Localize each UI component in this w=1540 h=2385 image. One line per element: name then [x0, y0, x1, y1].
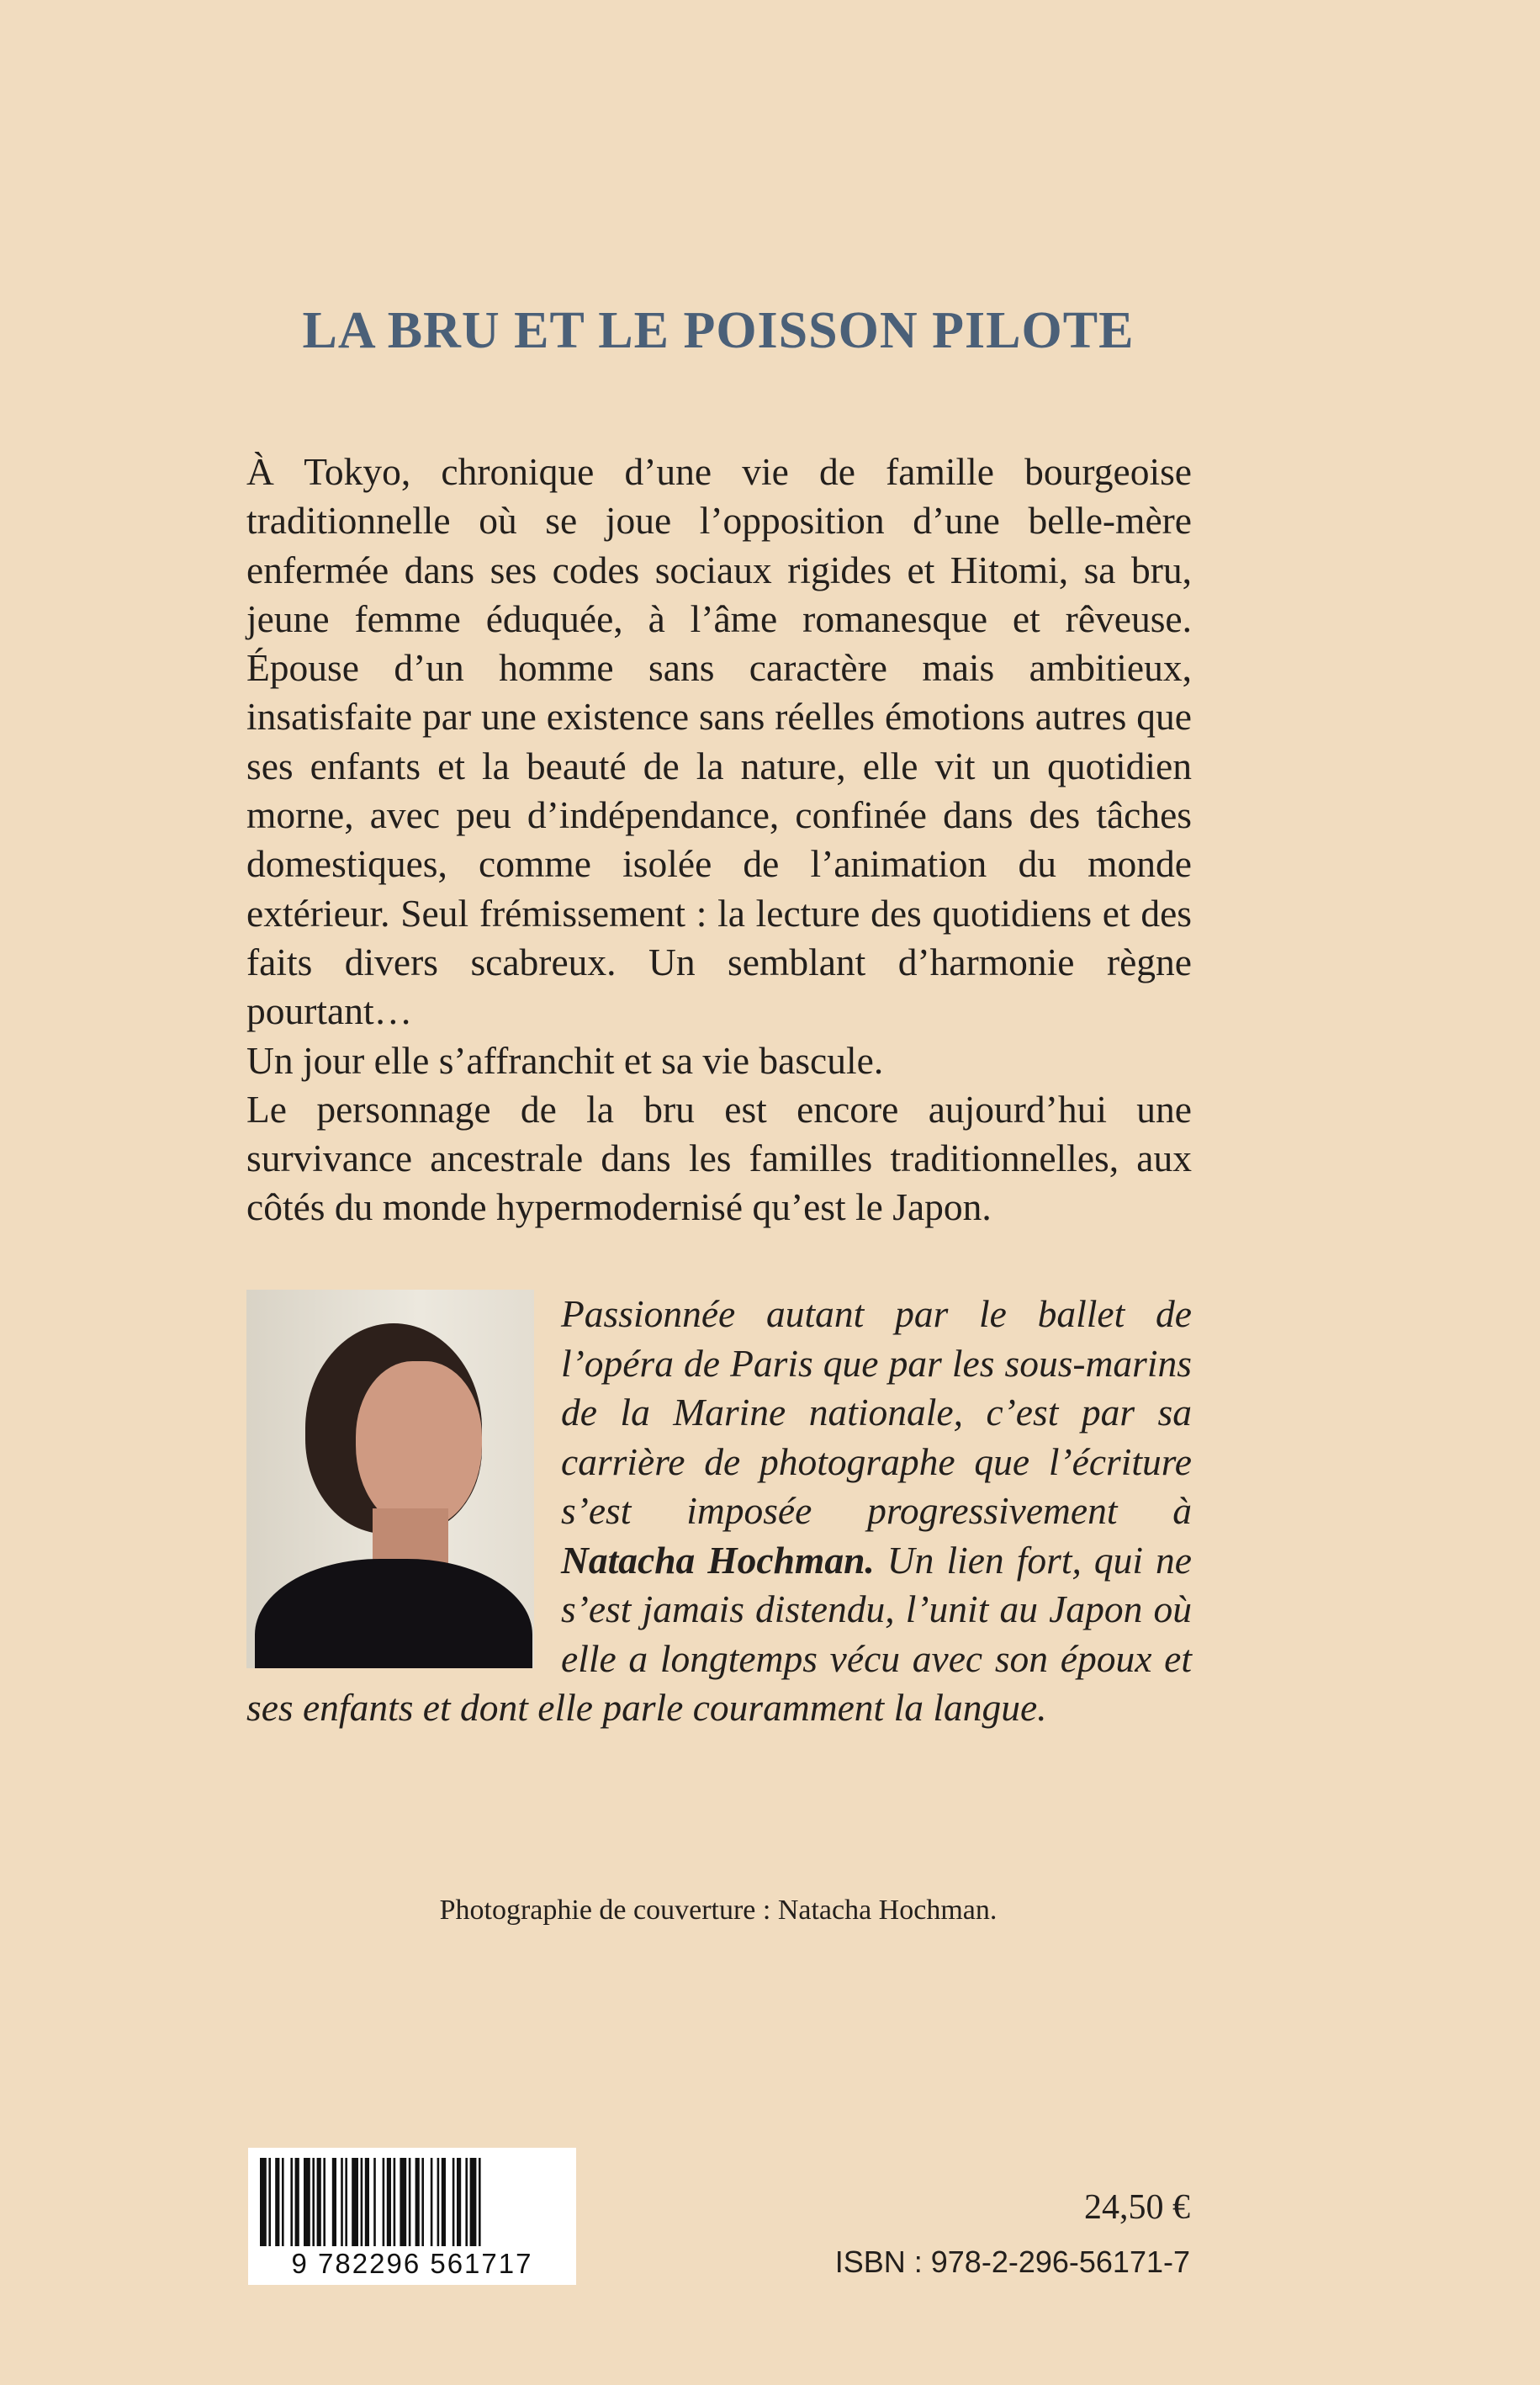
synopsis-paragraph: À Tokyo, chronique d’une vie de famille bourgeoise traditionnelle où se joue l’opposition d’une belle-mère enfermée dans ses codes sociaux rigides et Hitomi, sa bru, jeune femme éduquée, à l’âme romanesque et rêveuse. Épouse d’un homme sans caractère mais ambitieux, insatisfaite par une existence sans réelles émotions autres que ses enfants et la beauté de la nature, elle vit un quotidien morne, avec peu d’indépendance, confinée dans des tâches domestiques, comme isolée de l’animation du monde extérieur. Seul frémissement : la lecture des quotidiens et des faits divers scabreux. Un semblant d’harmonie règne pourtant… [246, 450, 1192, 1033]
barcode [248, 2148, 576, 2285]
isbn: ISBN : 978-2-296-56171-7 [834, 2245, 1190, 2279]
author-bio [246, 1290, 1192, 1733]
author-photo [246, 1290, 534, 1668]
bio-text-end: Un lien fort, qui ne s’est jamais distendu, l’unit au Japon où elle a longtemps vécu avec son époux et ses enfants et dont elle parle couramment la langue. [246, 1538, 1192, 1729]
barcode-bars [260, 2158, 564, 2246]
photo-credit: Photographie de couverture : Natacha Hochman. [439, 1895, 998, 1926]
synopsis-paragraph: Le personnage de la bru est encore aujourd’hui une survivance ancestrale dans les familles traditionnelles, aux côtés du monde hypermodernisé qu’est le Japon. [246, 1087, 1192, 1229]
barcode-digits: 9 782296 561717 [291, 2248, 533, 2279]
book-title: LA BRU ET LE POISSON PILOTE [302, 302, 1135, 359]
bio-text-start: Passionnée autant par le ballet de l’opéra de Paris que par les sous-marins de la Marine nationale, c’est par sa carrière de photographe que l’écriture s’est imposée progressivement à [561, 1292, 1192, 1532]
synopsis [246, 448, 1192, 1232]
synopsis-paragraph: Un jour elle s’affranchit et sa vie bascule. [246, 1038, 884, 1082]
price: 24,50 € [1084, 2188, 1190, 2227]
author-name: Natacha Hochman. [561, 1538, 875, 1582]
